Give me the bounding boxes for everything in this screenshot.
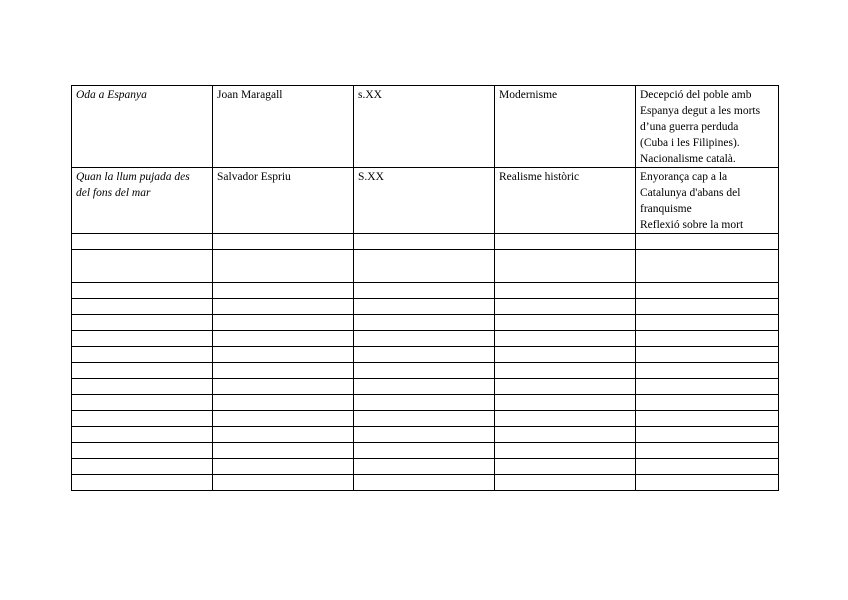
empty-cell: [213, 250, 354, 283]
empty-cell: [72, 234, 213, 250]
empty-cell: [495, 347, 636, 363]
empty-cell: [636, 379, 779, 395]
empty-cell: [213, 411, 354, 427]
empty-table-row: [72, 331, 779, 347]
empty-cell: [354, 459, 495, 475]
table-row: [72, 86, 779, 168]
empty-cell: [354, 411, 495, 427]
empty-cell: [495, 379, 636, 395]
empty-cell: [636, 459, 779, 475]
empty-table-row: [72, 427, 779, 443]
empty-cell: [636, 234, 779, 250]
empty-cell: [495, 475, 636, 491]
author-cell: Joan Maragall: [213, 86, 354, 168]
empty-cell: [213, 299, 354, 315]
empty-cell: [213, 315, 354, 331]
empty-cell: [354, 250, 495, 283]
empty-cell: [72, 443, 213, 459]
empty-cell: [213, 459, 354, 475]
empty-cell: [354, 443, 495, 459]
empty-cell: [636, 443, 779, 459]
empty-cell: [72, 379, 213, 395]
empty-cell: [213, 363, 354, 379]
empty-cell: [495, 395, 636, 411]
empty-cell: [72, 395, 213, 411]
empty-table-row: [72, 443, 779, 459]
movement-cell: Realisme històric: [495, 168, 636, 234]
empty-table-row: [72, 363, 779, 379]
empty-cell: [354, 315, 495, 331]
empty-cell: [354, 363, 495, 379]
empty-cell: [72, 331, 213, 347]
empty-cell: [636, 363, 779, 379]
empty-cell: [495, 283, 636, 299]
empty-cell: [495, 459, 636, 475]
empty-cell: [636, 315, 779, 331]
empty-table-row: [72, 299, 779, 315]
literature-table: [71, 85, 779, 491]
empty-table-row: [72, 347, 779, 363]
work-title-cell: Oda a Espanya: [72, 86, 213, 168]
empty-cell: [213, 475, 354, 491]
work-title-cell: Quan la llum pujada des del fons del mar: [72, 168, 213, 234]
empty-cell: [354, 283, 495, 299]
empty-cell: [72, 411, 213, 427]
empty-cell: [636, 475, 779, 491]
empty-cell: [213, 395, 354, 411]
empty-cell: [72, 315, 213, 331]
author-cell: Salvador Espriu: [213, 168, 354, 234]
empty-cell: [213, 379, 354, 395]
empty-cell: [213, 443, 354, 459]
empty-cell: [495, 250, 636, 283]
empty-cell: [354, 299, 495, 315]
empty-cell: [636, 299, 779, 315]
empty-cell: [636, 331, 779, 347]
century-cell: s.XX: [354, 86, 495, 168]
empty-cell: [72, 363, 213, 379]
empty-table-row: [72, 411, 779, 427]
movement-cell: Modernisme: [495, 86, 636, 168]
empty-table-row: [72, 379, 779, 395]
empty-cell: [354, 427, 495, 443]
table-row: [72, 168, 779, 234]
empty-cell: [72, 459, 213, 475]
empty-table-row: [72, 250, 779, 283]
empty-cell: [354, 331, 495, 347]
empty-cell: [72, 347, 213, 363]
empty-cell: [354, 475, 495, 491]
empty-table-row: [72, 395, 779, 411]
empty-cell: [636, 283, 779, 299]
empty-cell: [72, 299, 213, 315]
empty-cell: [72, 475, 213, 491]
empty-cell: [213, 234, 354, 250]
empty-table-row: [72, 315, 779, 331]
empty-cell: [495, 299, 636, 315]
empty-cell: [495, 234, 636, 250]
empty-cell: [636, 411, 779, 427]
empty-cell: [213, 283, 354, 299]
empty-cell: [354, 379, 495, 395]
empty-cell: [636, 250, 779, 283]
empty-cell: [72, 283, 213, 299]
empty-cell: [495, 363, 636, 379]
empty-cell: [636, 347, 779, 363]
empty-cell: [354, 234, 495, 250]
empty-cell: [72, 427, 213, 443]
description-cell: Decepció del poble amb Espanya degut a les morts d’una guerra perduda (Cuba i les Filipines). Nacionalisme català.: [636, 86, 779, 168]
empty-cell: [213, 347, 354, 363]
empty-cell: [354, 347, 495, 363]
empty-cell: [72, 250, 213, 283]
empty-table-row: [72, 459, 779, 475]
empty-cell: [354, 395, 495, 411]
empty-table-row: [72, 283, 779, 299]
empty-table-row: [72, 234, 779, 250]
empty-cell: [636, 395, 779, 411]
empty-cell: [213, 427, 354, 443]
description-cell: Enyorança cap a la Catalunya d'abans del franquisme Reflexió sobre la mort: [636, 168, 779, 234]
empty-cell: [495, 411, 636, 427]
empty-cell: [495, 315, 636, 331]
century-cell: S.XX: [354, 168, 495, 234]
empty-cell: [495, 427, 636, 443]
empty-table-row: [72, 475, 779, 491]
empty-cell: [636, 427, 779, 443]
empty-cell: [495, 443, 636, 459]
empty-cell: [213, 331, 354, 347]
empty-cell: [495, 331, 636, 347]
